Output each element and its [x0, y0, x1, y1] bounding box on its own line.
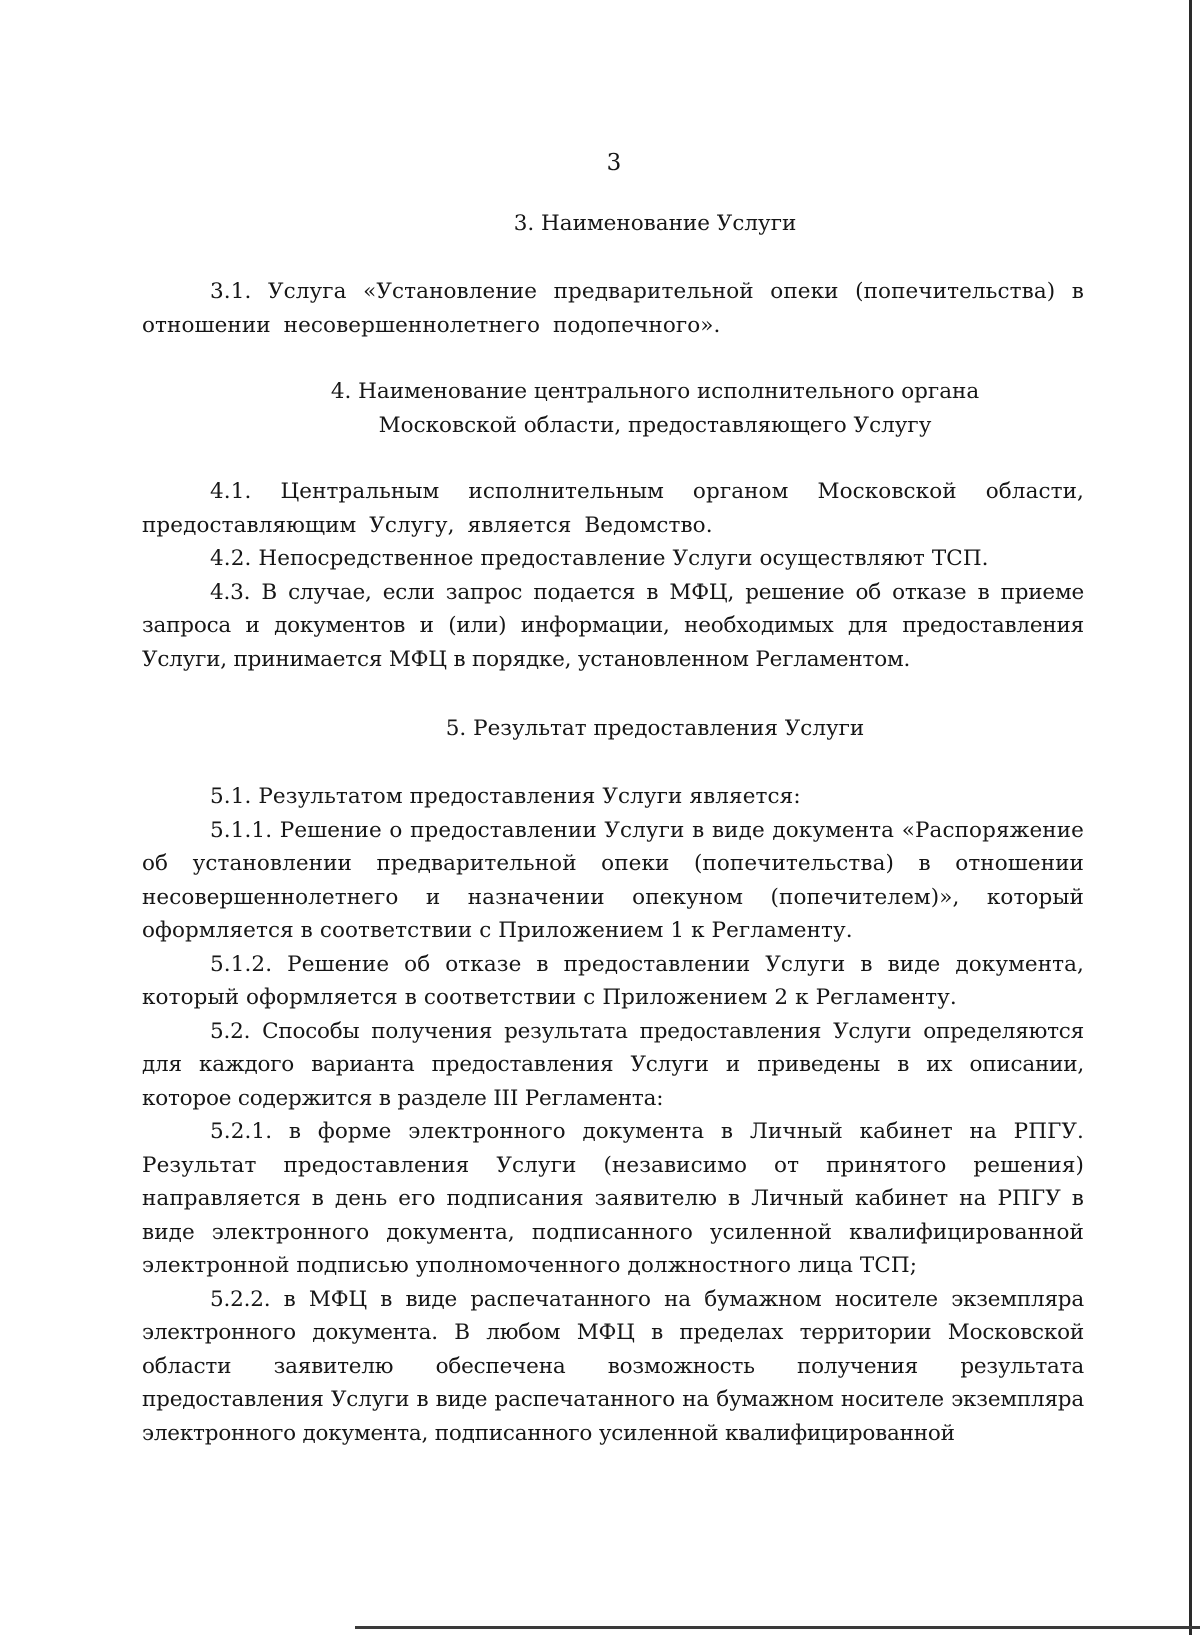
paragraph-4-2: 4.2. Непосредственное предоставление Услуги осуществляют ТСП. — [210, 546, 989, 571]
section-4-heading — [142, 375, 1084, 442]
section-4-heading-line-2: Московской области, предоставляющего Услугу — [378, 412, 932, 438]
paragraph-3-1 — [142, 275, 1084, 342]
section-3-heading-block — [142, 207, 1084, 241]
paragraphs-5 — [142, 780, 1084, 1450]
scan-edge-right — [1189, 0, 1192, 1635]
paragraph-3-1-text: 3.1. Услуга «Установление предварительной опеки (попечительства) в отношении несовершеннолетнего подопечного». — [142, 279, 1084, 338]
paragraphs-4 — [142, 475, 1084, 676]
scan-edge-bottom — [355, 1626, 1200, 1629]
section-3-heading: 3. Наименование Услуги — [513, 211, 797, 236]
section-4-heading-block — [142, 375, 1084, 442]
page-number: 3 — [606, 150, 622, 176]
paragraph-4-1: 4.1. Центральным исполнительным органом Московской области, предоставляющим Услугу, является Ведомство. — [142, 479, 1084, 538]
paragraph-5-2-2: 5.2.2. в МФЦ в виде распечатанного на бумажном носителе экземпляра электронного документа. В любом МФЦ в пределах территории Московской области заявителю обеспечена возможность получения результата предоставления Услуги в виде распечатанного на бумажном носителе экземпляра электронного документа, подписанного усиленной квалифицированной — [142, 1286, 1084, 1446]
section-4-heading-line-1: 4. Наименование центрального исполнительного органа — [330, 379, 980, 404]
section-5-heading: 5. Результат предоставления Услуги — [445, 716, 865, 741]
section-5-heading-block — [142, 712, 1084, 746]
paragraph-5-2-1: 5.2.1. в форме электронного документа в Личный кабинет на РПГУ. Результат предоставления Услуги (независимо от принятого решения) направляется в день его подписания заявителю в Личный кабинет на РПГУ в виде электронного документа, подписанного усиленной квалифицированной электронной подписью уполномоченного должностного лица ТСП; — [142, 1119, 1084, 1278]
paragraph-5-2: 5.2. Способы получения результата предоставления Услуги определяются для каждого варианта предоставления Услуги и приведены в их описании, которое содержится в разделе III Регламента: — [142, 1018, 1084, 1111]
paragraph-5-1-1: 5.1.1. Решение о предоставлении Услуги в виде документа «Распоряжение об установлении предварительной опеки (попечительства) в отношении несовершеннолетнего и назначении опекуном (попечителем)», который оформляется в соответствии с Приложением 1 к Регламенту. — [142, 817, 1084, 943]
paragraph-4-3: 4.3. В случае, если запрос подается в МФЦ, решение об отказе в приеме запроса и документов и (или) информации, необходимых для предоставления Услуги, принимается МФЦ в порядке, установленном Регламентом. — [142, 579, 1084, 672]
paragraph-5-1-2: 5.1.2. Решение об отказе в предоставлении Услуги в виде документа, который оформляется в соответствии с Приложением 2 к Регламенту. — [142, 951, 1084, 1010]
paragraph-5-1: 5.1. Результатом предоставления Услуги является: — [210, 784, 801, 809]
